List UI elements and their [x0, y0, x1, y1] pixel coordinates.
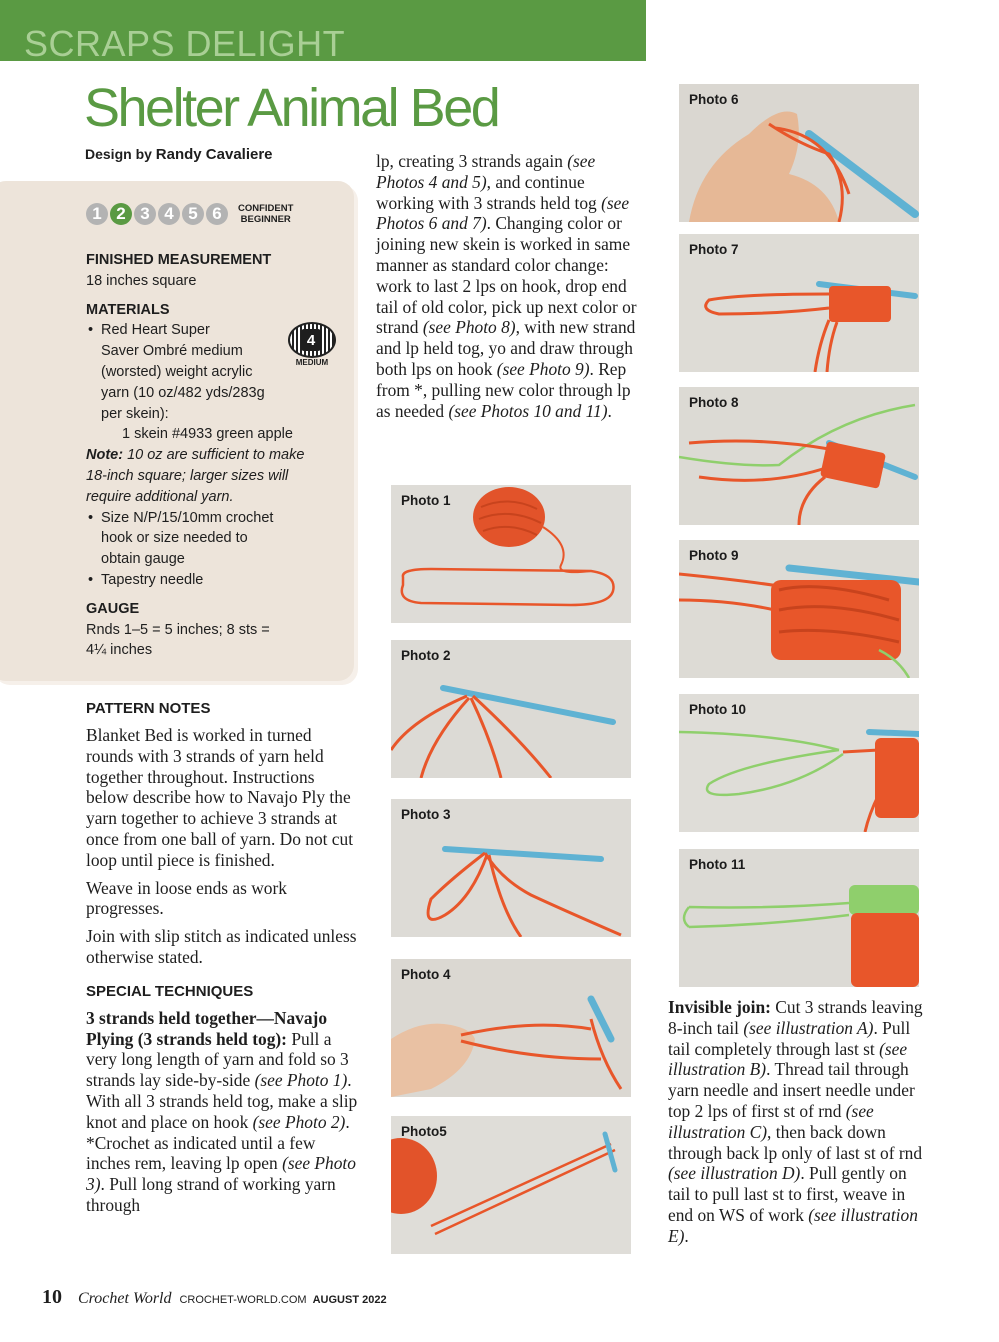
photo-ref: (see Photo 1) [254, 1070, 348, 1091]
skill-level-2-active: 2 [110, 203, 132, 225]
special-technique-text [86, 1008, 358, 1216]
text-run: . Pull long strand of working yarn through [86, 1174, 336, 1215]
text-run: . [684, 1225, 689, 1246]
photo-9-label: Photo 9 [689, 548, 739, 563]
skill-level-4: 4 [158, 203, 180, 225]
photo-ref: (see Photo 2) [252, 1111, 346, 1132]
gauge-text [86, 620, 340, 662]
illustration-ref: (see illustration A) [743, 1017, 874, 1038]
invisible-join-term: Invisible join: [668, 997, 771, 1017]
materials-note [86, 445, 340, 507]
skill-label-line2: BEGINNER [240, 214, 291, 225]
note-line: 10 oz are sufficient to make [123, 447, 305, 464]
finished-value: 18 inches square [86, 272, 197, 289]
photo-ref: (see Photos 6 and 7) [376, 192, 630, 234]
byline [85, 146, 273, 163]
invisible-join-paragraph [668, 997, 930, 1247]
illustration-ref: (see illustration D) [668, 1163, 801, 1184]
middle-column-text [376, 151, 644, 421]
skill-level-1: 1 [86, 203, 108, 225]
yarn-weight-number: 4 [301, 329, 321, 351]
page-title: Shelter Animal Bed [84, 78, 499, 138]
sidebar-content [86, 250, 340, 661]
text-run: , with new strand and lp held tog, yo and draw through both lps on hook [376, 317, 636, 379]
photo-4 [391, 959, 631, 1097]
photo-ref: (see Photos 4 and 5) [376, 151, 596, 192]
photo-ref: (see Photo 3) [86, 1153, 356, 1195]
hook-line: hook or size needed to [101, 530, 248, 547]
materials-needle: • Tapestry needle [86, 570, 340, 591]
skill-level-3: 3 [134, 203, 156, 225]
photo-1 [391, 485, 631, 623]
pattern-notes-column [86, 699, 358, 1223]
photo-8 [679, 387, 919, 525]
yarn-line: yarn (10 oz/482 yds/283g [101, 384, 265, 401]
photo-2 [391, 640, 631, 778]
text-run: , then back down through back lp only of last st of rnd [668, 1121, 923, 1163]
gauge-line: 4¼ inches [86, 642, 153, 659]
gauge-heading: GAUGE [86, 600, 140, 617]
illustration-ref: (see illustration B) [668, 1038, 908, 1080]
photo-7-label: Photo 7 [689, 242, 739, 257]
yarn-line: • Red Heart Super [101, 322, 210, 339]
photo-3 [391, 799, 631, 937]
illustration-ref: (see illustration E) [668, 1204, 918, 1246]
note-line: require additional yarn. [86, 488, 234, 505]
photo-11-label: Photo 11 [689, 857, 746, 872]
pattern-note-1: Blanket Bed is worked in turned rounds with 3 strands of yarn held together throughout. Instructions below describe how to Navajo Ply the yarn together to achieve 3 strands at once from one ball of yarn. Do not cut loop until piece is finished. [86, 725, 354, 870]
yarn-line: Saver Ombré medium [101, 343, 243, 360]
photo-ref: (see Photo 8) [422, 317, 516, 338]
text-run: lp, creating 3 strands again [376, 151, 568, 171]
photo-2-label: Photo 2 [401, 648, 451, 663]
photo-9 [679, 540, 919, 678]
photo-10-label: Photo 10 [689, 702, 747, 717]
invisible-join-text [668, 997, 930, 1247]
materials-heading: MATERIALS [86, 301, 170, 318]
skill-level [86, 203, 293, 225]
photo-ref: (see Photos 10 and 11) [448, 400, 608, 421]
photo-ref: (see Photo 9) [496, 358, 590, 379]
finished-heading: FINISHED MEASUREMENT [86, 252, 272, 268]
text-run: . Thread tail through yarn needle and insert needle under top 2 lps of first st of rnd [668, 1059, 915, 1121]
hook-line: obtain gauge [101, 551, 185, 568]
materials-yarn [86, 320, 340, 424]
photo-10 [679, 694, 919, 832]
pattern-note-2: Weave in loose ends as work progresses. [86, 877, 287, 919]
photo-1-label: Photo 1 [401, 493, 451, 508]
text-run: . Changing color or joining new skein is worked in same manner as standard color change: work to last 2 lps on hook, drop end tail of old color, pick up next color or strand [376, 213, 637, 338]
skill-level-6: 6 [206, 203, 228, 225]
photo-6 [679, 84, 919, 222]
magazine-name: Crochet World [78, 1290, 172, 1307]
note-line: 18-inch square; larger sizes will [86, 467, 289, 484]
skill-level-5: 5 [182, 203, 204, 225]
materials-hook [86, 508, 340, 570]
photo-7 [679, 234, 919, 372]
page-number: 10 [42, 1286, 62, 1308]
text-run: . Pull gently on tail to pull last st to first, weave in end on WS of work [668, 1163, 907, 1225]
illustration-ref: (see illustration C) [668, 1100, 874, 1142]
instruction-continued [376, 151, 644, 421]
photo-5-label: Photo5 [401, 1124, 447, 1139]
text-run: . Pull tail completely through last st [668, 1017, 911, 1059]
yarn-weight-label: MEDIUM [295, 358, 329, 367]
photo-8-label: Photo 8 [689, 395, 739, 410]
photo-4-label: Photo 4 [401, 967, 451, 982]
photo-5 [391, 1116, 631, 1254]
website: CROCHET-WORLD.COM [179, 1294, 307, 1306]
text-run: . *Crochet as indicated until a few inches rem, leaving lp open [86, 1111, 350, 1174]
designer-name: Randy Cavaliere [155, 146, 273, 163]
special-techniques-heading: SPECIAL TECHNIQUES [86, 982, 254, 1000]
photo-11 [679, 849, 919, 987]
text-run: . Rep from *, pulling new color through lp as needed [376, 358, 631, 421]
pattern-notes-heading: PATTERN NOTES [86, 700, 211, 717]
text-run: . With all 3 strands held tog, make a slip knot and place on hook [86, 1070, 358, 1132]
photo-6-label: Photo 6 [689, 92, 739, 107]
yarn-line: (worsted) weight acrylic [101, 363, 253, 380]
text-run: , and continue working with 3 strands held tog [376, 171, 602, 213]
text-run: Pull a very long length of yarn and fold so 3 strands lay side-by-side [86, 1028, 349, 1091]
issue-date: AUGUST 2022 [312, 1294, 387, 1306]
note-label: Note: [86, 447, 124, 464]
yarn-line: per skein): [101, 405, 169, 422]
byline-prefix: Design by [85, 146, 156, 162]
text-run: . [607, 400, 612, 421]
yarn-amount: 1 skein #4933 green apple [122, 426, 293, 443]
text-run: Cut 3 strands leaving 8-inch tail [668, 997, 923, 1038]
gauge-line: Rnds 1–5 = 5 inches; 8 sts = [86, 621, 270, 638]
technique-term: 3 strands held together—Navajo Plying (3 strands held tog): [86, 1007, 328, 1049]
pattern-note-3: Join with slip stitch as indicated unless otherwise stated. [86, 926, 357, 967]
photo-3-label: Photo 3 [401, 807, 451, 822]
skill-level-label [238, 203, 293, 225]
page-footer [42, 1286, 387, 1309]
section-label: SCRAPS DELIGHT [24, 23, 346, 64]
skill-label-line1: CONFIDENT [238, 203, 294, 214]
hook-line: • Size N/P/15/10mm crochet [101, 509, 274, 526]
